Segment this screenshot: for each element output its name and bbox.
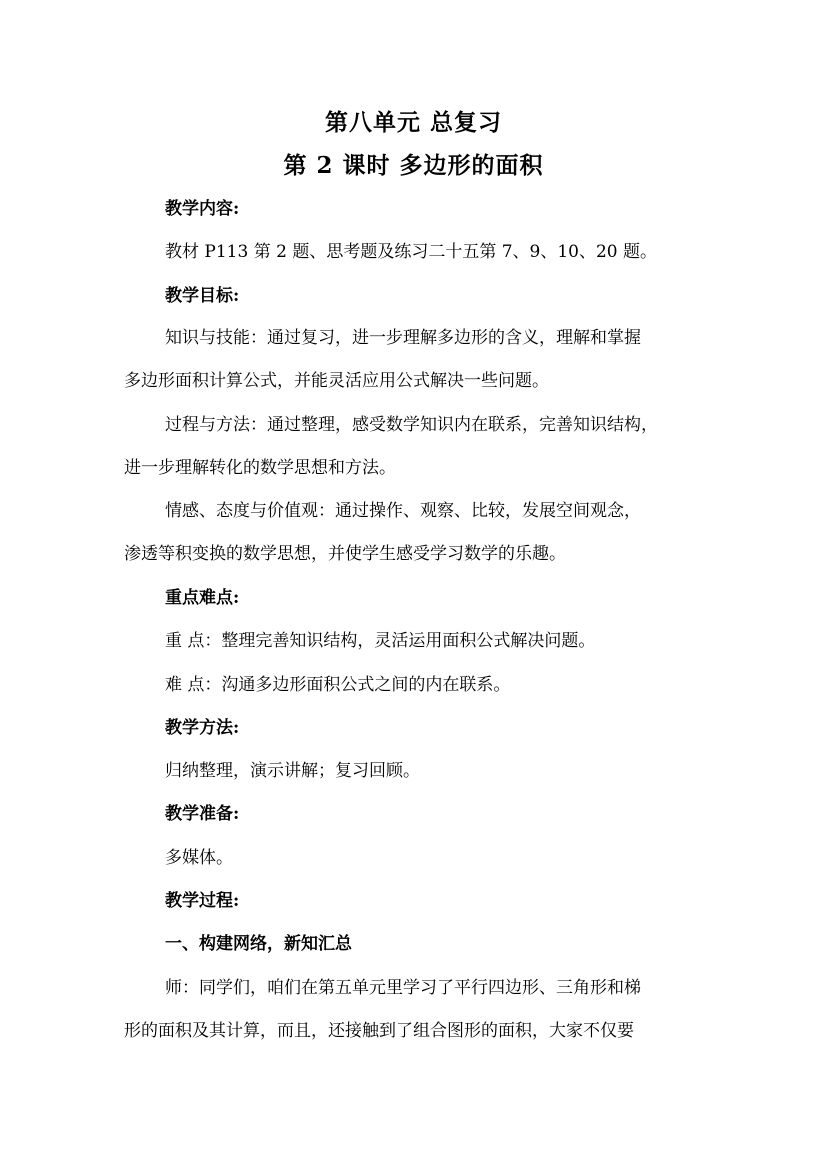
goal-emotion-line2: 渗透等积变换的数学思想，并使学生感受学习数学的乐趣。 bbox=[124, 544, 566, 564]
goal-knowledge-line1: 知识与技能：通过复习，进一步理解多边形的含义，理解和掌握 bbox=[165, 328, 641, 348]
key-point-text: 重 点：整理完善知识结构，灵活运用面积公式解决问题。 bbox=[165, 631, 596, 651]
heading-teaching-method: 教学方法: bbox=[165, 718, 240, 738]
heading-teaching-prep: 教学准备: bbox=[165, 804, 240, 824]
teaching-content-text: 教材 P113 第 2 题、思考题及练习二十五第 7、9、10、20 题。 bbox=[165, 242, 658, 262]
teaching-prep-text: 多媒体。 bbox=[165, 848, 233, 868]
lesson-title: 第 2 课时 多边形的面积 bbox=[283, 152, 544, 179]
teacher-speech-line1: 师：同学们，咱们在第五单元里学习了平行四边形、三角形和梯 bbox=[165, 978, 641, 998]
unit-title: 第八单元 总复习 bbox=[324, 109, 502, 136]
goal-emotion-line1: 情感、态度与价值观：通过操作、观察、比较，发展空间观念， bbox=[165, 501, 641, 521]
goal-process-line2: 进一步理解转化的数学思想和方法。 bbox=[124, 458, 396, 478]
heading-key-difficult: 重点难点: bbox=[165, 588, 240, 608]
goal-knowledge-line2: 多边形面积计算公式，并能灵活应用公式解决一些问题。 bbox=[124, 371, 549, 391]
section-heading-1: 一、构建网络，新知汇总 bbox=[165, 934, 352, 954]
heading-teaching-content: 教学内容: bbox=[165, 199, 240, 219]
heading-teaching-goals: 教学目标: bbox=[165, 286, 240, 306]
teaching-method-text: 归纳整理，演示讲解；复习回顾。 bbox=[165, 761, 420, 781]
difficult-point-text: 难 点：沟通多边形面积公式之间的内在联系。 bbox=[165, 675, 511, 695]
heading-teaching-process: 教学过程: bbox=[165, 891, 240, 911]
teacher-speech-line2: 形的面积及其计算，而且，还接触到了组合图形的面积，大家不仅要 bbox=[124, 1021, 634, 1041]
goal-process-line1: 过程与方法：通过整理，感受数学知识内在联系，完善知识结构， bbox=[165, 415, 658, 435]
